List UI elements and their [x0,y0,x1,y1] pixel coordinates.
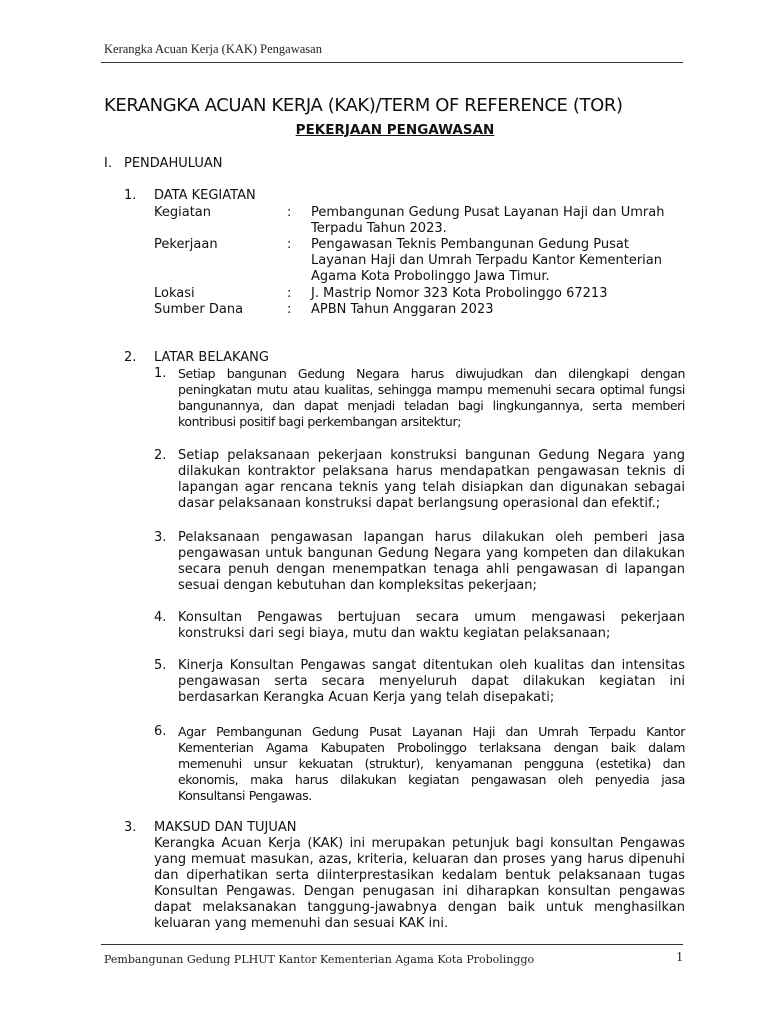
subsection-heading: LATAR BELAKANG [154,350,269,365]
purpose-paragraph: Kerangka Acuan Kerja (KAK) ini merupakan petunjuk bagi konsultan Pengawas yang memuat masukan, azas, kriteria, keluaran dan proses yang harus dipenuhi dan diperhatikan serta diinterprestasikan kedalam bentuk pelaksanaan tugas Konsultan Pengawas. Dengan penugasan ini diharapkan konsultan pengawas dapat melaksanakan tanggung-jawabnya dengan baik untuk menghasilkan keluaran yang memenuhi dan sesuai KAK ini. [154,836,685,931]
activity-value: Pembangunan Gedung Pusat Layanan Haji dan Umrah Terpadu Tahun 2023. [311,205,665,236]
subsection-heading: MAKSUD DAN TUJUAN [154,820,297,835]
list-item-number: 5. [154,658,167,673]
running-footer: Pembangunan Gedung PLHUT Kantor Kementerian Agama Kota Probolinggo [104,953,535,966]
list-item-text: Konsultan Pengawas bertujuan secara umum mengawasi pekerjaan konstruksi dari segi biaya, mutu dan waktu kegiatan pelaksanaan; [178,610,685,641]
funding-label: Sumber Dana [154,302,244,317]
subsection-number: 2. [124,350,137,365]
subsection-number: 1. [124,188,137,203]
location-colon: : [287,286,292,301]
activity-colon: : [287,205,292,220]
list-item-text: Pelaksanaan pengawasan lapangan harus dilakukan oleh pemberi jasa pengawasan untuk bangunan Gedung Negara yang kompeten dan dilakukan secara penuh dengan menempatkan tenaga ahli pengawasan di lapangan sesuai dengan kebutuhan dan kompleksitas pekerjaan; [178,530,685,593]
list-item-text: Kinerja Konsultan Pengawas sangat ditentukan oleh kualitas dan intensitas pengawasan serta secara menyeluruh dapat dilakukan kegiatan ini berdasarkan Kerangka Acuan Kerja yang telah disepakati; [178,658,685,705]
work-value: Pengawasan Teknis Pembangunan Gedung Pusat Layanan Haji dan Umrah Terpadu Kantor Kementerian Agama Kota Probolinggo Jawa Timur. [311,237,662,284]
location-label: Lokasi [154,286,195,301]
work-label: Pekerjaan [154,237,218,252]
list-item-number: 2. [154,448,167,463]
subsection-number: 3. [124,820,137,835]
funding-colon: : [287,302,292,317]
list-item-text: Setiap pelaksanaan pekerjaan konstruksi bangunan Gedung Negara yang dilakukan kontraktor pelaksana harus mendapatkan pengawasan teknis di lapangan agar rencana teknis yang telah disiapkan dan digunakan sebagai dasar pelaksanaan konstruksi dapat berlangsung operasional dan efektif.; [178,448,685,511]
section-number: I. [104,156,112,171]
work-colon: : [287,237,292,252]
list-item-text: Agar Pembangunan Gedung Pusat Layanan Haji dan Umrah Terpadu Kantor Kementerian Agama Kabupaten Probolinggo terlaksana dengan baik dalam memenuhi unsur kekuatan (struktur), kenyamanan pengguna (estetika) dan ekonomis, maka harus dilakukan kegiatan pengawasan oleh penyedia jasa Konsultansi Pengawas. [178,724,685,803]
funding-value: APBN Tahun Anggaran 2023 [311,302,494,317]
document-subtitle: PEKERJAAN PENGAWASAN [295,122,495,138]
footer-divider [101,944,683,945]
page-number: 1 [676,950,683,965]
list-item-text: Setiap bangunan Gedung Negara harus diwujudkan dan dilengkapi dengan peningkatan mutu atau kualitas, sehingga mampu memenuhi secara optimal fungsi bangunannya, dan dapat menjadi teladan bagi lingkungannya, serta memberi kontribusi positif bagi perkembangan arsitektur; [178,366,685,429]
header-divider [101,62,683,63]
list-item-number: 4. [154,610,167,625]
list-item-number: 3. [154,530,167,545]
list-item-number: 6. [154,724,167,739]
location-value: J. Mastrip Nomor 323 Kota Probolinggo 67213 [311,286,608,301]
list-item-number: 1. [154,366,167,381]
running-header: Kerangka Acuan Kerja (KAK) Pengawasan [104,42,322,56]
section-heading: PENDAHULUAN [124,156,223,171]
document-title: KERANGKA ACUAN KERJA (KAK)/TERM OF REFERENCE (TOR) [104,95,623,116]
activity-label: Kegiatan [154,205,212,220]
subsection-heading: DATA KEGIATAN [154,188,256,203]
